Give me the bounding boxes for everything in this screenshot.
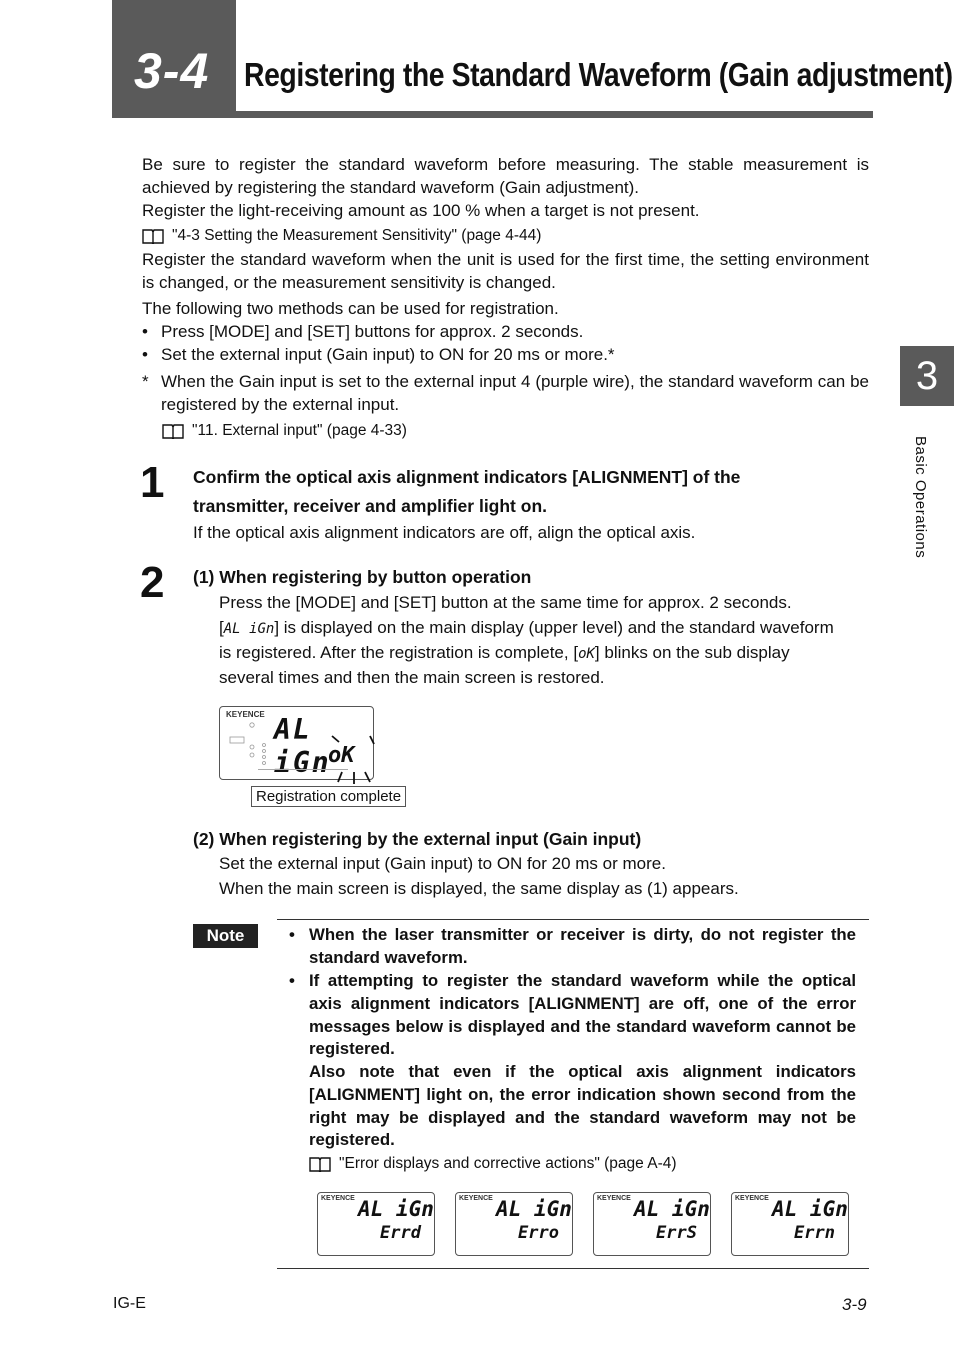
indicator-panel-icon bbox=[224, 721, 272, 775]
step2-sub1-line4: several times and then the main screen is restored. bbox=[219, 668, 605, 687]
note-bottom-rule bbox=[277, 1268, 869, 1269]
note-bullet-2: • If attempting to register the standard waveform while the optical axis alignment indicators [ALIGNMENT] are off, one of the error messages below is displayed and the standard waveform cannot be registered. bbox=[289, 971, 856, 1059]
note-label: Note bbox=[193, 924, 258, 948]
page-title: Registering the Standard Waveform (Gain adjustment) bbox=[244, 56, 953, 93]
sub-display: oK bbox=[328, 743, 355, 768]
error-display-figure: KEYENCE AL iGn Errd bbox=[317, 1192, 435, 1256]
figure-caption: Registration complete bbox=[251, 786, 406, 807]
note-bullet-1: • When the laser transmitter or receiver is dirty, do not register the standard waveform. bbox=[289, 925, 856, 967]
segment-code-ok: oK bbox=[578, 646, 595, 662]
reference-measurement-sensitivity[interactable] bbox=[142, 227, 541, 245]
step-number-2: 2 bbox=[140, 558, 165, 607]
intro-paragraph-1: Be sure to register the standard waveform before measuring. The stable measurement is achieved by registering the standard waveform (Gain adjustment). bbox=[142, 155, 869, 197]
title-underline bbox=[236, 111, 873, 118]
step2-sub2-line1: Set the external input (Gain input) to ON for 20 ms or more. bbox=[219, 854, 666, 873]
blink-indicator-icon bbox=[330, 734, 376, 786]
error-display-figure: KEYENCE AL iGn Erro bbox=[455, 1192, 573, 1256]
chapter-label: Basic Operations bbox=[912, 436, 929, 559]
manual-book-icon bbox=[162, 423, 184, 439]
intro-paragraph-2: Register the light-receiving amount as 100 % when a target is not present. bbox=[142, 201, 700, 220]
segment-code-align: AL iGn bbox=[223, 621, 275, 637]
error-code: Errn bbox=[794, 1223, 835, 1243]
note-bullet-2-continued: Also note that even if the optical axis alignment indicators [ALIGNMENT] light on, the error indication shown second from the right may be displayed and the standard waveform may not be registered. bbox=[309, 1062, 856, 1150]
intro-paragraph-4: The following two methods can be used for registration. bbox=[142, 299, 559, 318]
footer-doc-id: IG-E bbox=[113, 1295, 146, 1312]
section-number-block bbox=[112, 0, 236, 118]
step2-sub1-line3: is registered. After the registration is complete, [oK] blinks on the sub display bbox=[219, 643, 790, 662]
reference-error-displays[interactable] bbox=[309, 1155, 677, 1173]
step1-title-line1: Confirm the optical axis alignment indicators [ALIGNMENT] of the bbox=[193, 467, 741, 487]
error-display-figure: KEYENCE AL iGn Errn bbox=[731, 1192, 849, 1256]
step1-text: If the optical axis alignment indicators are off, align the optical axis. bbox=[193, 523, 696, 542]
main-display: AL iGn bbox=[274, 713, 331, 779]
step2-sub1-line1: Press the [MODE] and [SET] button at the same time for approx. 2 seconds. bbox=[219, 593, 792, 612]
footnote: * When the Gain input is set to the external input 4 (purple wire), the standard waveform can be registered by the external input. bbox=[142, 372, 869, 414]
section-number: 3-4 bbox=[134, 43, 210, 99]
step-number-1: 1 bbox=[140, 458, 165, 507]
step1-title-line2: transmitter, receiver and amplifier light on. bbox=[193, 496, 547, 516]
step2-sub2-title: (2) When registering by the external input (Gain input) bbox=[193, 829, 642, 849]
brand-logo: KEYENCE bbox=[226, 710, 265, 719]
reference-text: "4-3 Setting the Measurement Sensitivity" (page 4-44) bbox=[172, 227, 542, 244]
error-code: ErrS bbox=[656, 1223, 697, 1243]
reference-external-input[interactable] bbox=[162, 422, 407, 440]
list-item: • Set the external input (Gain input) to ON for 20 ms or more.* bbox=[142, 345, 615, 364]
error-code: Erro bbox=[518, 1223, 559, 1243]
error-code: Errd bbox=[380, 1223, 421, 1243]
step2-sub1-title: (1) When registering by button operation bbox=[193, 567, 532, 587]
list-item: • Press [MODE] and [SET] buttons for approx. 2 seconds. bbox=[142, 322, 584, 341]
reference-text: "11. External input" (page 4-33) bbox=[192, 422, 407, 439]
manual-book-icon bbox=[142, 228, 164, 244]
step2-sub2-line2: When the main screen is displayed, the same display as (1) appears. bbox=[219, 879, 739, 898]
chapter-tab: 3 bbox=[900, 346, 954, 406]
manual-book-icon bbox=[309, 1156, 331, 1172]
step2-sub1-line2: [AL iGn] is displayed on the main display (upper level) and the standard waveform bbox=[219, 618, 834, 637]
note-top-rule bbox=[277, 919, 869, 920]
error-display-figure: KEYENCE AL iGn ErrS bbox=[593, 1192, 711, 1256]
reference-text: "Error displays and corrective actions" (page A-4) bbox=[339, 1155, 677, 1172]
intro-paragraph-3: Register the standard waveform when the unit is used for the first time, the setting environment is changed, or the measurement sensitivity is changed. bbox=[142, 250, 869, 292]
page-number: 3-9 bbox=[842, 1295, 867, 1314]
